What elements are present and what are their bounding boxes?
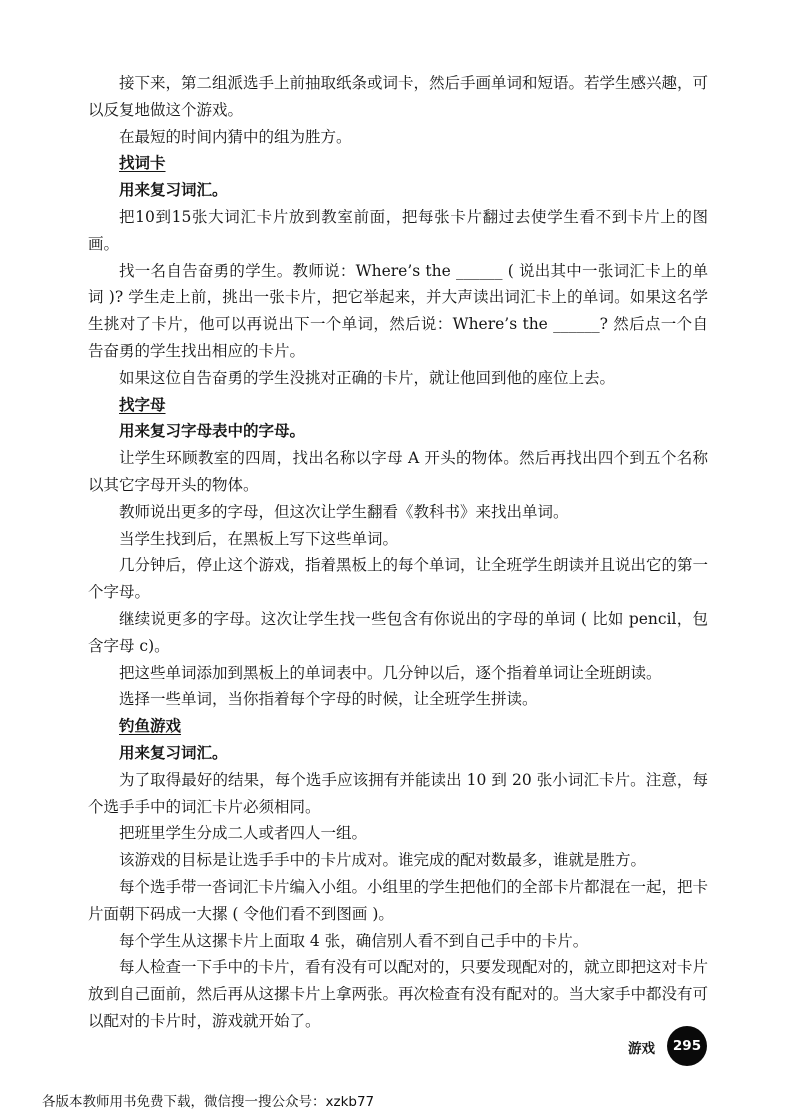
paragraph: 选择一些单词，当你指着每个字母的时候，让全班学生拼读。 <box>119 690 538 709</box>
paragraph: 在最短的时间内猜中的组为胜方。 <box>119 127 352 146</box>
section-title-text: 钓鱼游戏 <box>119 717 182 736</box>
paragraph: 让学生环顾教室的四周，找出名称以字母 A 开头的物体。然后再找出四个到五个名称以其它字母开头的物体。 <box>88 449 708 494</box>
paragraph: 找一名自告奋勇的学生。教师说：Where’s the ______ ( 说出其中一张词汇卡上的单词 )? 学生走上前，挑出一张卡片，把它举起来，并大声读出词汇卡上的单词。如果这名学生挑对了卡片，他可以再说出下一个单词，然后说：Where’s the ______? 然后点一个自告奋勇的学生找出相应的卡片。 <box>88 261 708 360</box>
section-title <box>88 713 708 740</box>
section-title <box>88 392 708 419</box>
paragraph: 每个学生从这摞卡片上面取 4 张，确信别人看不到自己手中的卡片。 <box>119 931 589 950</box>
section-subtitle: 用来复习词汇。 <box>119 181 228 200</box>
paragraph: 教师说出更多的字母，但这次让学生翻看《教科书》来找出单词。 <box>119 502 569 521</box>
footer-section-label: 游戏 <box>628 1041 655 1057</box>
paragraph: 接下来，第二组派选手上前抽取纸条或词卡，然后手画单词和短语。若学生感兴趣，可以反复地做这个游戏。 <box>88 74 709 119</box>
section-title-text: 找字母 <box>119 395 166 414</box>
page-content <box>88 70 708 1035</box>
paragraph: 如果这位自告奋勇的学生没挑对正确的卡片，就让他回到他的座位上去。 <box>119 368 616 387</box>
section-title <box>88 150 708 177</box>
section-subtitle: 用来复习词汇。 <box>119 743 228 762</box>
paragraph: 把这些单词添加到黑板上的单词表中。几分钟以后，逐个指着单词让全班朗读。 <box>119 663 662 682</box>
page-number-badge: 295 <box>667 1026 707 1066</box>
section-title-text: 找词卡 <box>119 154 166 173</box>
paragraph: 继续说更多的字母。这次让学生找一些包含有你说出的字母的单词 ( 比如 pencil，包含字母 c)。 <box>88 609 708 655</box>
paragraph: 每个选手带一沓词汇卡片编入小组。小组里的学生把他们的全部卡片都混在一起，把卡片面朝下码成一大摞 ( 令他们看不到图画 )。 <box>88 877 709 923</box>
paragraph: 每人检查一下手中的卡片，看有没有可以配对的，只要发现配对的，就立即把这对卡片放到自己面前，然后再从这摞卡片上拿两张。再次检查有没有配对的。当大家手中都没有可以配对的卡片时，游戏就开始了。 <box>88 958 709 1030</box>
paragraph: 当学生找到后，在黑板上写下这些单词。 <box>119 529 399 548</box>
paragraph: 把班里学生分成二人或者四人一组。 <box>119 824 368 843</box>
section-subtitle: 用来复习字母表中的字母。 <box>119 422 306 441</box>
footer-watermark: 各版本教师用书免费下载，微信搜一搜公众号：xzkb77 <box>42 1094 375 1110</box>
paragraph: 该游戏的目标是让选手手中的卡片成对。谁完成的配对数最多，谁就是胜方。 <box>119 851 647 870</box>
paragraph: 把10到15张大词汇卡片放到教室前面，把每张卡片翻过去使学生看不到卡片上的图画。 <box>88 207 708 253</box>
paragraph: 几分钟后，停止这个游戏，指着黑板上的每个单词，让全班学生朗读并且说出它的第一个字母。 <box>88 556 709 602</box>
paragraph: 为了取得最好的结果，每个选手应该拥有并能读出 10 到 20 张小词汇卡片。注意，每个选手手中的词汇卡片必须相同。 <box>88 770 708 816</box>
